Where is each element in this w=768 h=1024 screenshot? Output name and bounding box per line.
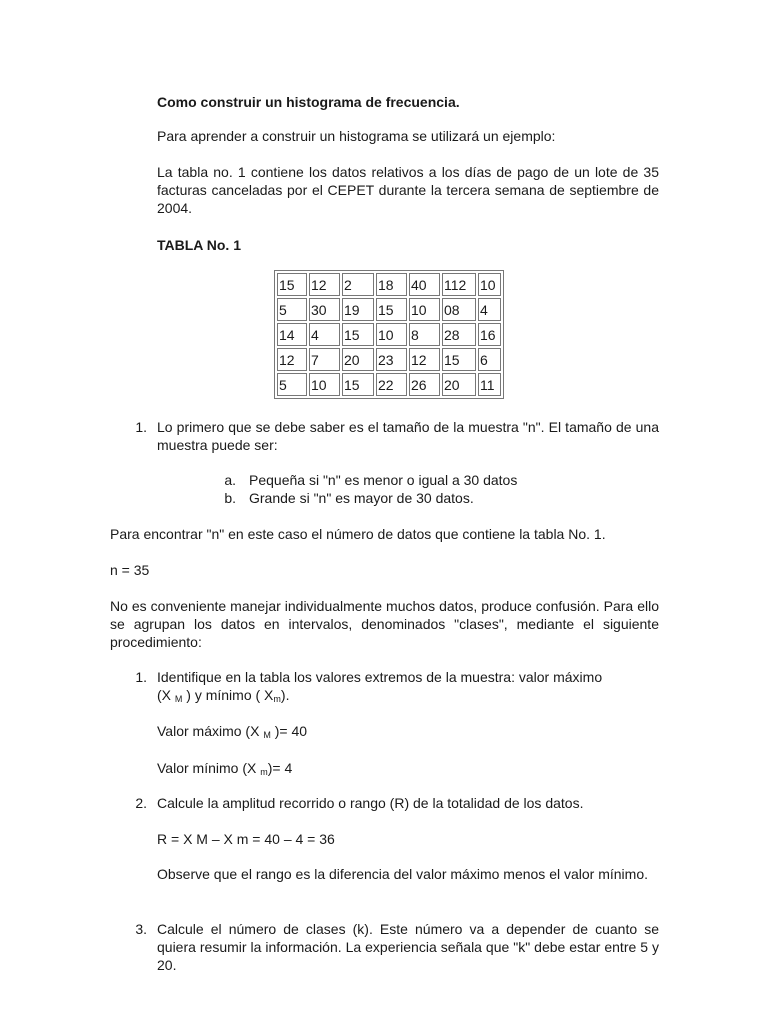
table-cell: 15 bbox=[342, 373, 374, 396]
table-cell: 4 bbox=[309, 323, 340, 346]
table-row bbox=[277, 373, 501, 396]
table-cell: 5 bbox=[277, 373, 307, 396]
sublist-marker-b: b. bbox=[224, 490, 236, 506]
table-cell: 12 bbox=[409, 348, 440, 371]
range-formula: R = X M – X m = 40 – 4 = 36 bbox=[157, 831, 335, 847]
table-cell: 40 bbox=[409, 273, 440, 296]
min-value-line: Valor mínimo (X m)= 4 bbox=[157, 760, 293, 777]
table-cell: 14 bbox=[277, 323, 307, 346]
table-cell: 30 bbox=[309, 298, 340, 321]
table-cell: 20 bbox=[442, 373, 476, 396]
step-number-2: 2. bbox=[135, 795, 147, 811]
table-cell: 5 bbox=[277, 298, 307, 321]
table-cell: 15 bbox=[342, 323, 374, 346]
table-cell: 10 bbox=[409, 298, 440, 321]
table-title: TABLA No. 1 bbox=[157, 237, 241, 253]
description-paragraph: La tabla no. 1 contiene los datos relativos a los días de pago de un lote de 35 facturas canceladas por el CEPET durante la tercera semana de septiembre de 2004. bbox=[157, 164, 659, 216]
sublist-item-large: Grande si "n" es mayor de 30 datos. bbox=[249, 490, 474, 506]
n-value: n = 35 bbox=[110, 562, 150, 578]
table-cell: 2 bbox=[342, 273, 374, 296]
step-1-text: Identifique en la tabla los valores extremos de la muestra: valor máximo (X M ) y mínimo ( Xm). bbox=[157, 669, 603, 704]
table-cell: 15 bbox=[442, 348, 476, 371]
grouping-paragraph: No es conveniente manejar individualmente muchos datos, produce confusión. Para ello se agrupan los datos en intervalos, denominados "clases", mediante el siguiente procedimiento: bbox=[110, 598, 659, 650]
step-number-1: 1. bbox=[135, 669, 147, 685]
table-cell: 112 bbox=[442, 273, 476, 296]
table-cell: 08 bbox=[442, 298, 476, 321]
table-cell: 10 bbox=[376, 323, 407, 346]
table-cell: 20 bbox=[342, 348, 374, 371]
data-table bbox=[274, 270, 504, 399]
table-cell: 7 bbox=[309, 348, 340, 371]
sublist-item-small: Pequeña si "n" es menor o igual a 30 datos bbox=[249, 472, 518, 488]
table-cell: 15 bbox=[376, 298, 407, 321]
table-cell: 23 bbox=[376, 348, 407, 371]
step-number-3: 3. bbox=[135, 921, 147, 937]
table-cell: 12 bbox=[277, 348, 307, 371]
table-cell: 11 bbox=[478, 373, 501, 396]
step-1-line1: Identifique en la tabla los valores extremos de la muestra: valor máximo bbox=[157, 669, 603, 685]
table-cell: 12 bbox=[309, 273, 340, 296]
list-number-1: 1. bbox=[135, 419, 147, 435]
table-cell: 10 bbox=[309, 373, 340, 396]
table-cell: 15 bbox=[277, 273, 307, 296]
table-cell: 8 bbox=[409, 323, 440, 346]
step-3-text: Calcule el número de clases (k). Este número va a depender de cuanto se quiera resumir la información. La experiencia señala que "k" debe estar entre 5 y 20. bbox=[157, 921, 659, 973]
table-row bbox=[277, 348, 501, 371]
table-cell: 16 bbox=[478, 323, 501, 346]
step-2-text: Calcule la amplitud recorrido o rango (R) de la totalidad de los datos. bbox=[157, 795, 584, 811]
table-cell: 19 bbox=[342, 298, 374, 321]
table-cell: 10 bbox=[478, 273, 501, 296]
table-row bbox=[277, 273, 501, 296]
sublist-marker-a: a. bbox=[224, 472, 236, 488]
table-cell: 26 bbox=[409, 373, 440, 396]
table-cell: 4 bbox=[478, 298, 501, 321]
table-cell: 28 bbox=[442, 323, 476, 346]
table-cell: 6 bbox=[478, 348, 501, 371]
max-value-line: Valor máximo (X M )= 40 bbox=[157, 723, 308, 740]
list-item-sample-size: Lo primero que se debe saber es el tamaño de la muestra "n". El tamaño de una muestra puede ser: bbox=[157, 419, 659, 453]
table-row bbox=[277, 298, 501, 321]
find-n-paragraph: Para encontrar "n" en este caso el número de datos que contiene la tabla No. 1. bbox=[110, 526, 606, 542]
intro-paragraph: Para aprender a construir un histograma se utilizará un ejemplo: bbox=[157, 128, 556, 144]
page-title: Como construir un histograma de frecuencia. bbox=[157, 94, 460, 110]
table-row bbox=[277, 323, 501, 346]
table-cell: 18 bbox=[376, 273, 407, 296]
range-note: Observe que el rango es la diferencia del valor máximo menos el valor mínimo. bbox=[157, 866, 649, 882]
table-cell: 22 bbox=[376, 373, 407, 396]
